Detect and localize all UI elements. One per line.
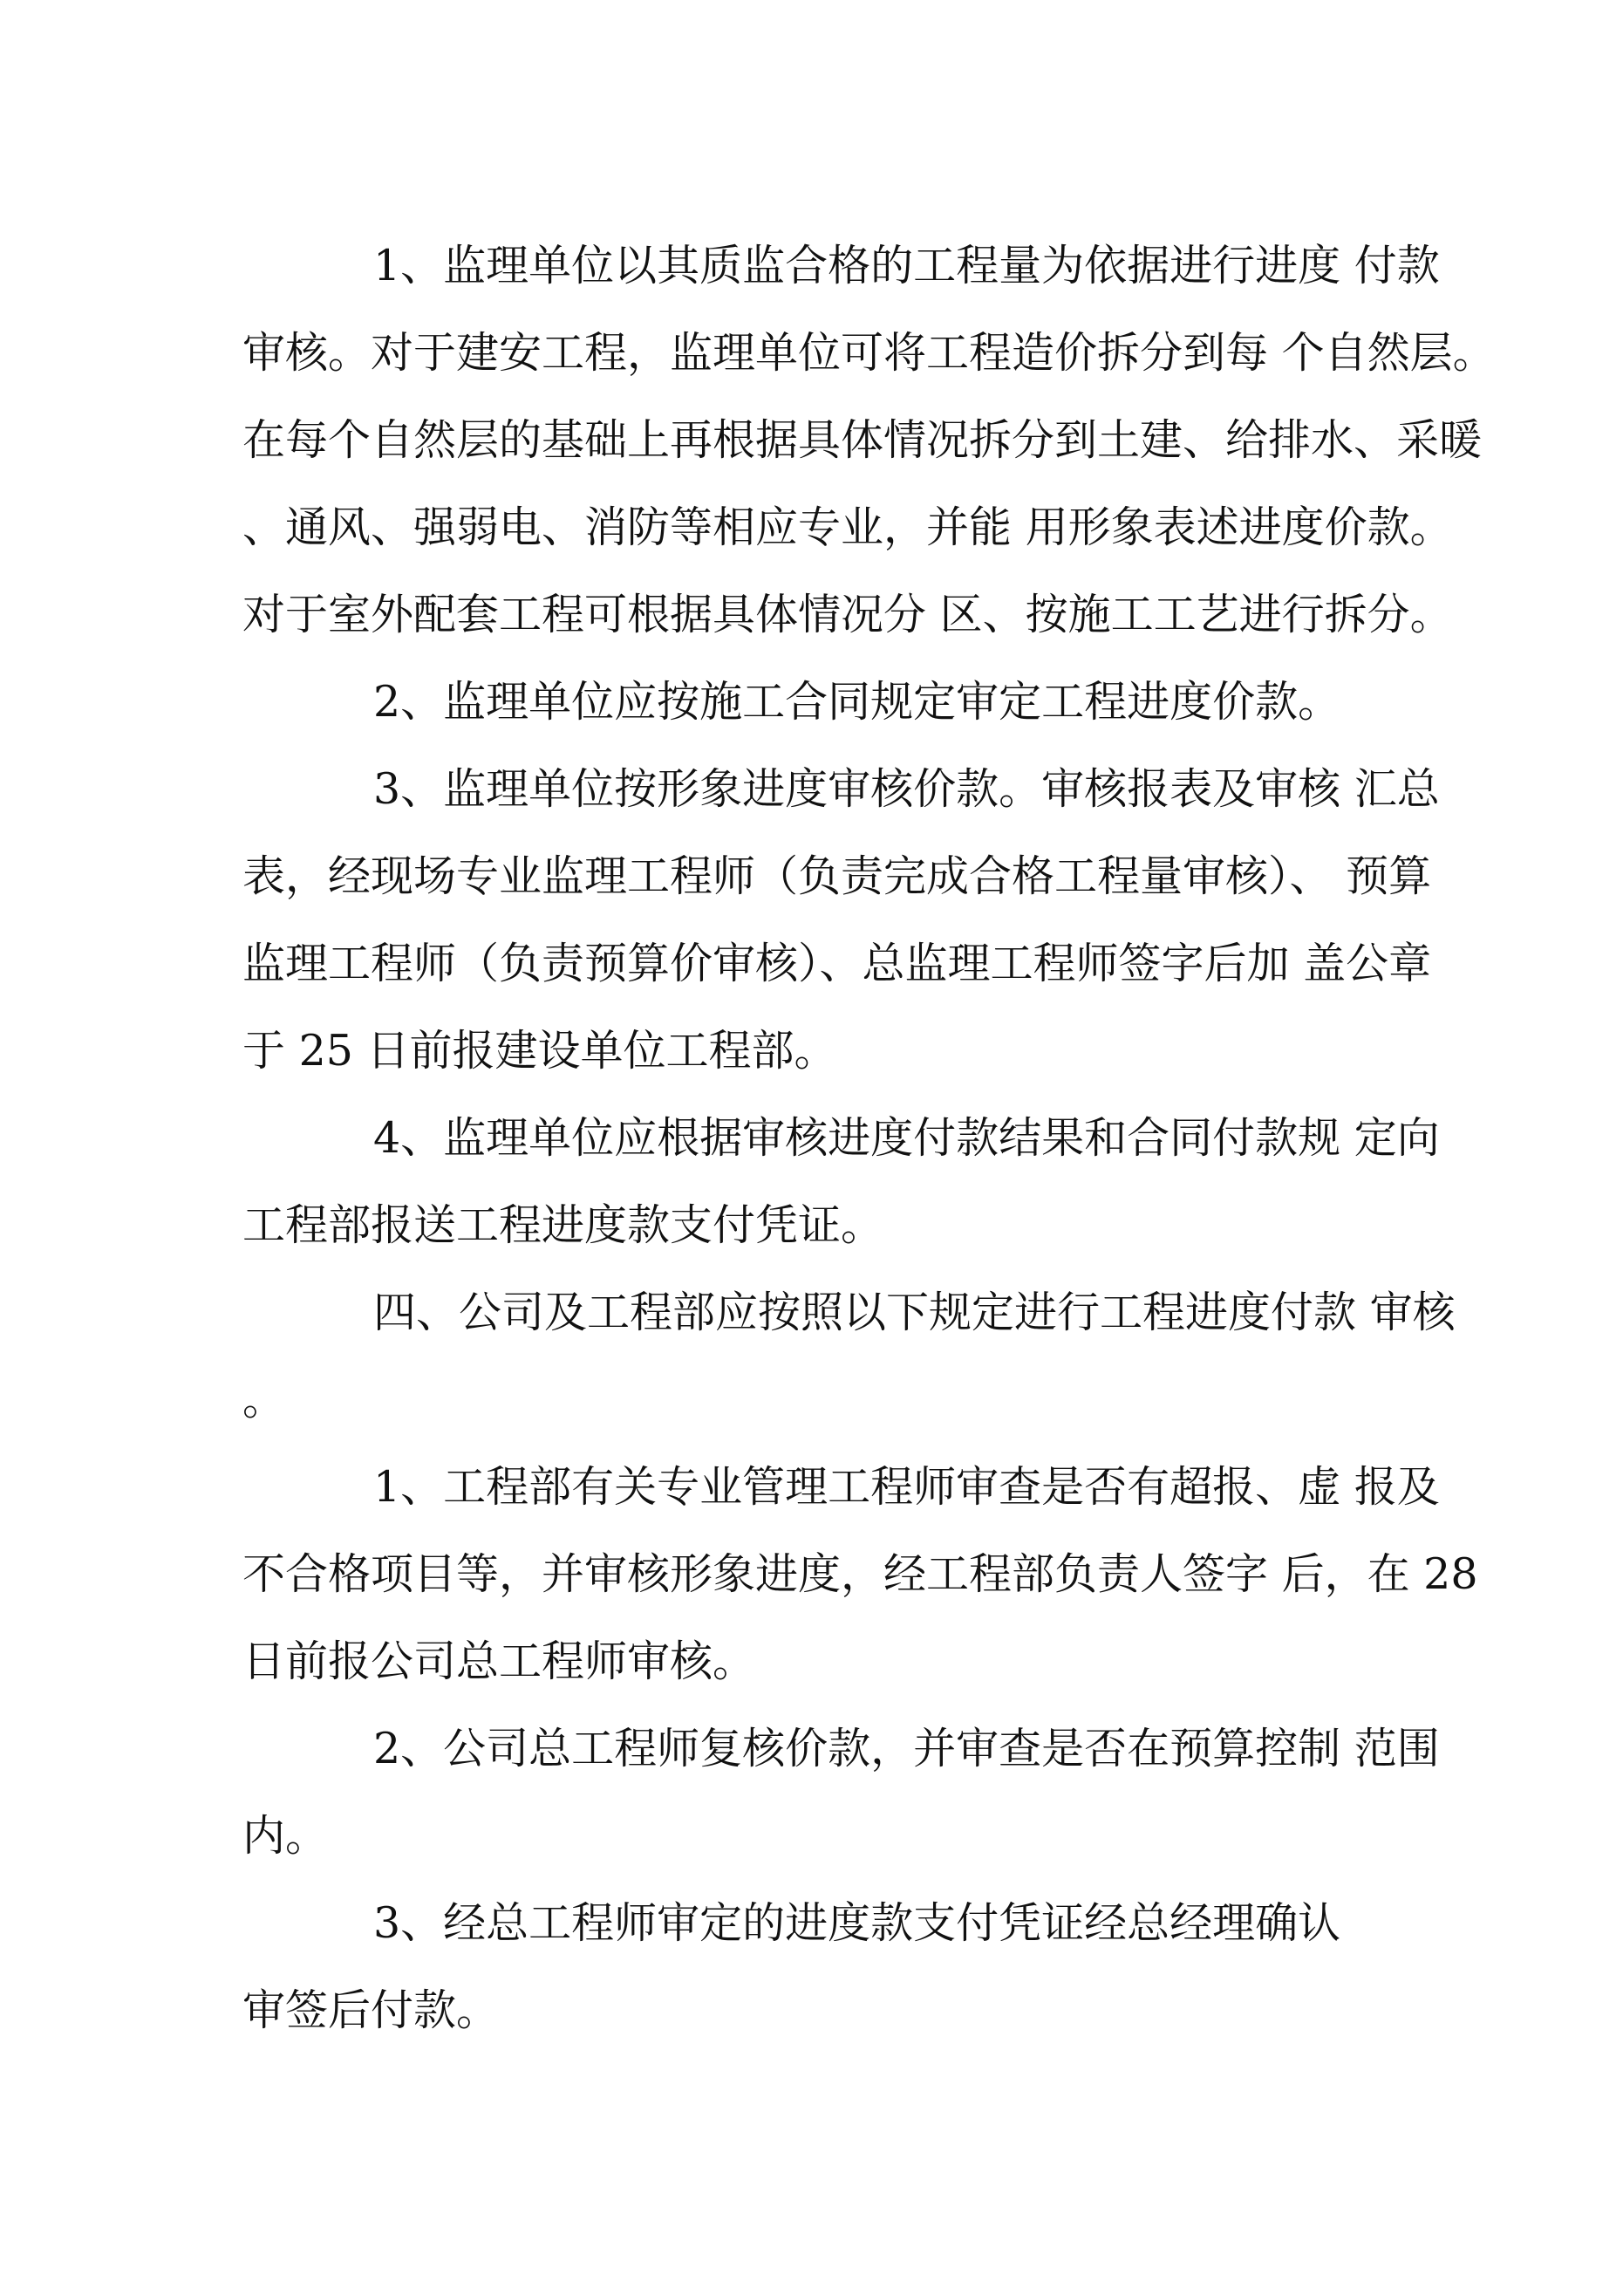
text-line: 不合格项目等，并审核形象进度，经工程部负责人签字 后，在 28 — [242, 1549, 1478, 1599]
text-line: 在每个自然层的基础上再根据具体情况拆分到土建、给排水、采暖 — [242, 415, 1483, 465]
text-line: 4、监理单位应根据审核进度付款结果和合同付款规 定向 — [373, 1113, 1440, 1163]
text-line: 审签后付款。 — [242, 1985, 500, 2035]
text-line: 工程部报送工程进度款支付凭证。 — [242, 1200, 884, 1250]
text-line: 。 — [242, 1375, 286, 1425]
text-line: 监理工程师（负责预算价审核）、总监理工程师签字后加 盖公章 — [242, 939, 1432, 988]
text-line: 表，经现场专业监理工程师（负责完成合格工程量审核）、 预算 — [242, 851, 1432, 901]
text-line: 日前报公司总工程师审核。 — [242, 1637, 756, 1686]
text-line: 2、公司总工程师复核价款，并审查是否在预算控制 范围 — [373, 1724, 1440, 1773]
text-line: 内。 — [242, 1811, 329, 1861]
text-line: 1、工程部有关专业管理工程师审查是否有超报、虚 报及 — [373, 1462, 1440, 1512]
text-line: 对于室外配套工程可根据具体情况分 区、按施工工艺进行拆分。 — [242, 590, 1453, 639]
document-body — [242, 222, 1496, 2054]
text-line: 3、监理单位按形象进度审核价款。审核报表及审核 汇总 — [373, 764, 1440, 814]
text-line: 1、监理单位以其质监合格的工程量为依据进行进度 付款 — [373, 241, 1440, 290]
text-line: 2、监理单位应按施工合同规定审定工程进度价款。 — [373, 677, 1341, 727]
text-line: 于 25 日前报建设单位工程部。 — [242, 1026, 837, 1076]
text-line: 3、经总工程师审定的进度款支付凭证经总经理确认 — [373, 1898, 1341, 1948]
text-line: 、通风、强弱电、消防等相应专业，并能 用形象表述进度价款。 — [242, 502, 1453, 552]
text-line: 审核。对于建安工程，监理单位可将工程造价拆分到每 个自然层。 — [242, 328, 1496, 378]
text-line: 四、公司及工程部应按照以下规定进行工程进度付款 审核 — [373, 1288, 1456, 1337]
